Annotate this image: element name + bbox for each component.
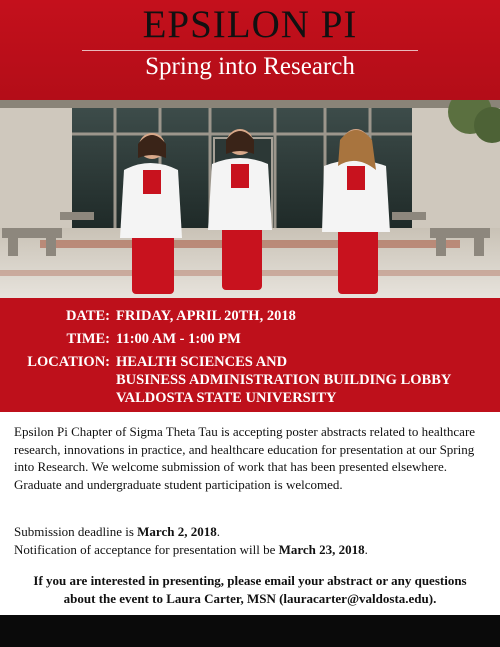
time-value: 11:00 AM - 1:00 PM (116, 331, 241, 347)
notify-suffix: . (364, 541, 368, 557)
contact-line-2: about the event to Laura Carter, MSN (lauracarter@valdosta.edu). (63, 590, 437, 606)
location-label: LOCATION: (27, 354, 110, 370)
notification-date (14, 541, 492, 559)
location-line-3: VALDOSTA STATE UNIVERSITY (116, 390, 337, 406)
header-band (0, 0, 500, 100)
deadline-prefix: Submission deadline is (14, 524, 138, 539)
title-divider (82, 50, 418, 51)
footer-band (0, 615, 500, 647)
notify-date: March 23, 2018 (278, 541, 365, 557)
date-value: FRIDAY, APRIL 20TH, 2018 (116, 308, 296, 324)
submission-deadline (14, 523, 492, 541)
date-label: DATE: (65, 308, 110, 324)
description-paragraph: Epsilon Pi Chapter of Sigma Theta Tau is accepting poster abstracts related to healthcare research, innovations in practice, and healthcare education for presentation at our Spring into Research. We welcome submission of work that has been presented elsewhere. Graduate and undergraduate student participation is welcomed. (14, 424, 476, 492)
deadline-block (14, 523, 492, 558)
contact-block (0, 572, 500, 607)
deadline-suffix: . (216, 524, 220, 539)
contact-line-1: If you are interested in presenting, please email your abstract or any questions (33, 573, 467, 588)
deadline-date: March 2, 2018 (137, 524, 217, 539)
location-line-1: HEALTH SCIENCES AND (116, 354, 288, 370)
page-title: EPSILON PI (142, 3, 358, 46)
time-label: TIME: (66, 331, 110, 347)
notify-prefix: Notification of acceptance for presentation will be (14, 541, 279, 557)
location-line-2: BUSINESS ADMINISTRATION BUILDING LOBBY (116, 372, 452, 388)
event-details (0, 298, 500, 412)
nurses-photo (0, 100, 500, 298)
page-subtitle: Spring into Research (145, 53, 355, 80)
